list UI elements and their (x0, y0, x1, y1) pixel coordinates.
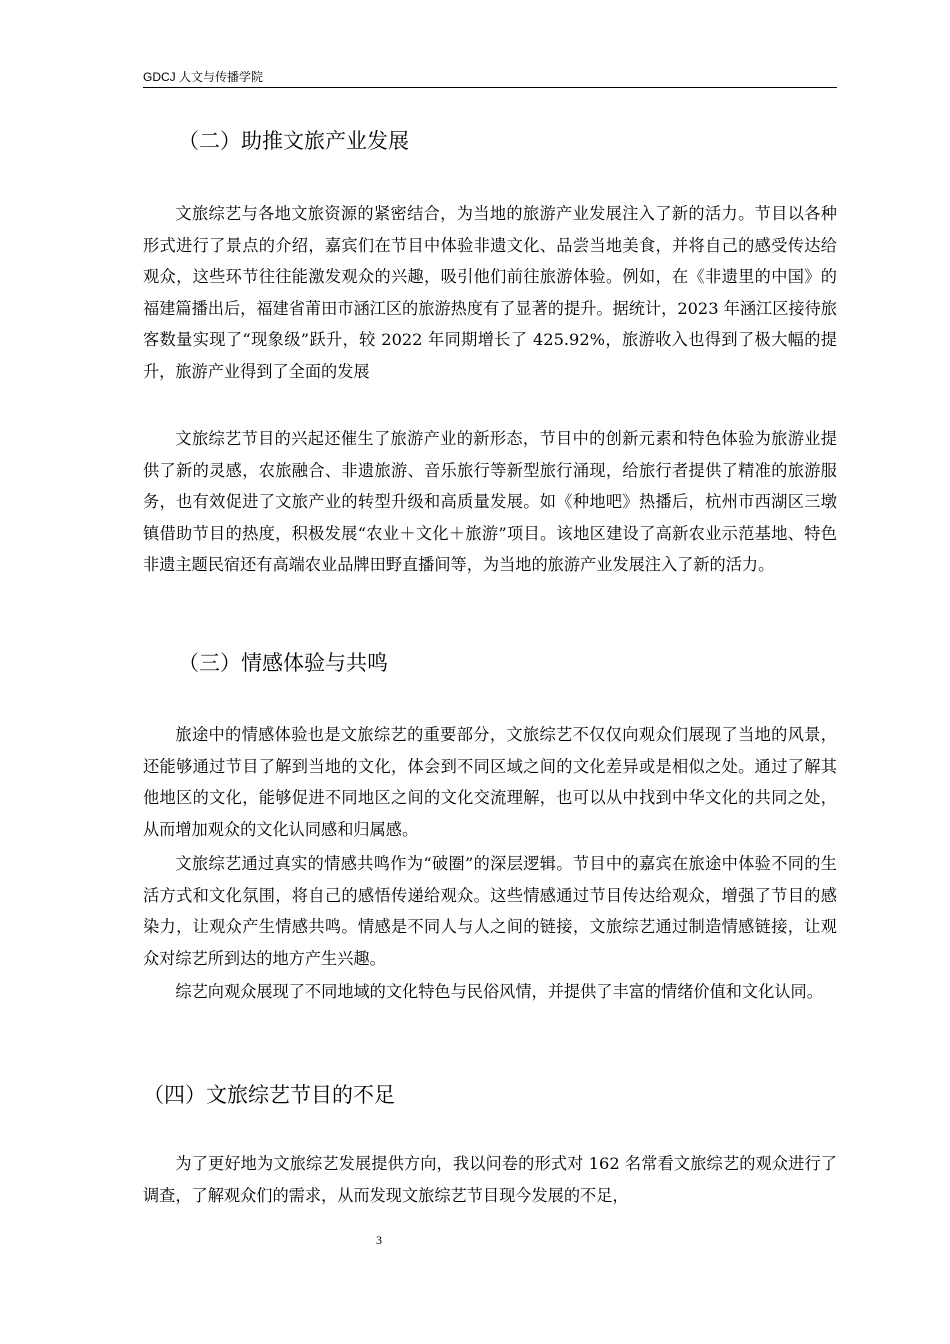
page-number: 3 (376, 1233, 382, 1247)
body-paragraph: 文旅综艺与各地文旅资源的紧密结合，为当地的旅游产业发展注入了新的活力。节目以各种形式进行了景点的介绍，嘉宾们在节目中体验非遗文化、品尝当地美食，并将自己的感受传达给观众，这些环节往往能激发观众的兴趣，吸引他们前往旅游体验。例如，在《非遗里的中国》的福建篇播出后，福建省莆田市涵江区的旅游热度有了显著的提升。据统计，2023 年涵江区接待旅客数量实现了“现象级”跃升，较 2022 年同期增长了 425.92%，旅游收入也得到了极大幅的提升，旅游产业得到了全面的发展 (143, 204, 837, 381)
body-paragraph: 文旅综艺通过真实的情感共鸣作为“破圈”的深层逻辑。节目中的嘉宾在旅途中体验不同的生活方式和文化氛围，将自己的感悟传递给观众。这些情感通过节目传达给观众，增强了节目的感染力，让观众产生情感共鸣。情感是不同人与人之间的链接，文旅综艺通过制造情感链接，让观众对综艺所到达的地方产生兴趣。 (143, 854, 837, 968)
section-heading-3: （三）情感体验与共鸣 (178, 651, 388, 675)
header-text: GDCJ 人文与传播学院 (143, 70, 264, 84)
body-paragraph: 综艺向观众展现了不同地域的文化特色与民俗风情，并提供了丰富的情绪价值和文化认同。 (175, 982, 823, 1001)
section-heading-2: （二）助推文旅产业发展 (178, 129, 409, 153)
body-paragraph: 旅途中的情感体验也是文旅综艺的重要部分，文旅综艺不仅仅向观众们展现了当地的风景，还能够通过节目了解到当地的文化，体会到不同区域之间的文化差异或是相似之处。通过了解其他地区的文化，能够促进不同地区之间的文化交流理解，也可以从中找到中华文化的共同之处，从而增加观众的文化认同感和归属感。 (143, 725, 837, 839)
body-paragraph: 为了更好地为文旅综艺发展提供方向，我以问卷的形式对 162 名常看文旅综艺的观众进行了调查，了解观众们的需求，从而发现文旅综艺节目现今发展的不足， (143, 1154, 837, 1205)
page-header (143, 67, 837, 88)
body-paragraph: 文旅综艺节目的兴起还催生了旅游产业的新形态，节目中的创新元素和特色体验为旅游业提供了新的灵感，农旅融合、非遗旅游、音乐旅行等新型旅行涌现，给旅行者提供了精准的旅游服务，也有效促进了文旅产业的转型升级和高质量发展。如《种地吧》热播后，杭州市西湖区三墩镇借助节目的热度，积极发展“农业＋文化＋旅游”项目。该地区建设了高新农业示范基地、特色非遗主题民宿还有高端农业品牌田野直播间等，为当地的旅游产业发展注入了新的活力。 (143, 429, 837, 574)
section-heading-4: （四）文旅综艺节目的不足 (143, 1083, 395, 1107)
